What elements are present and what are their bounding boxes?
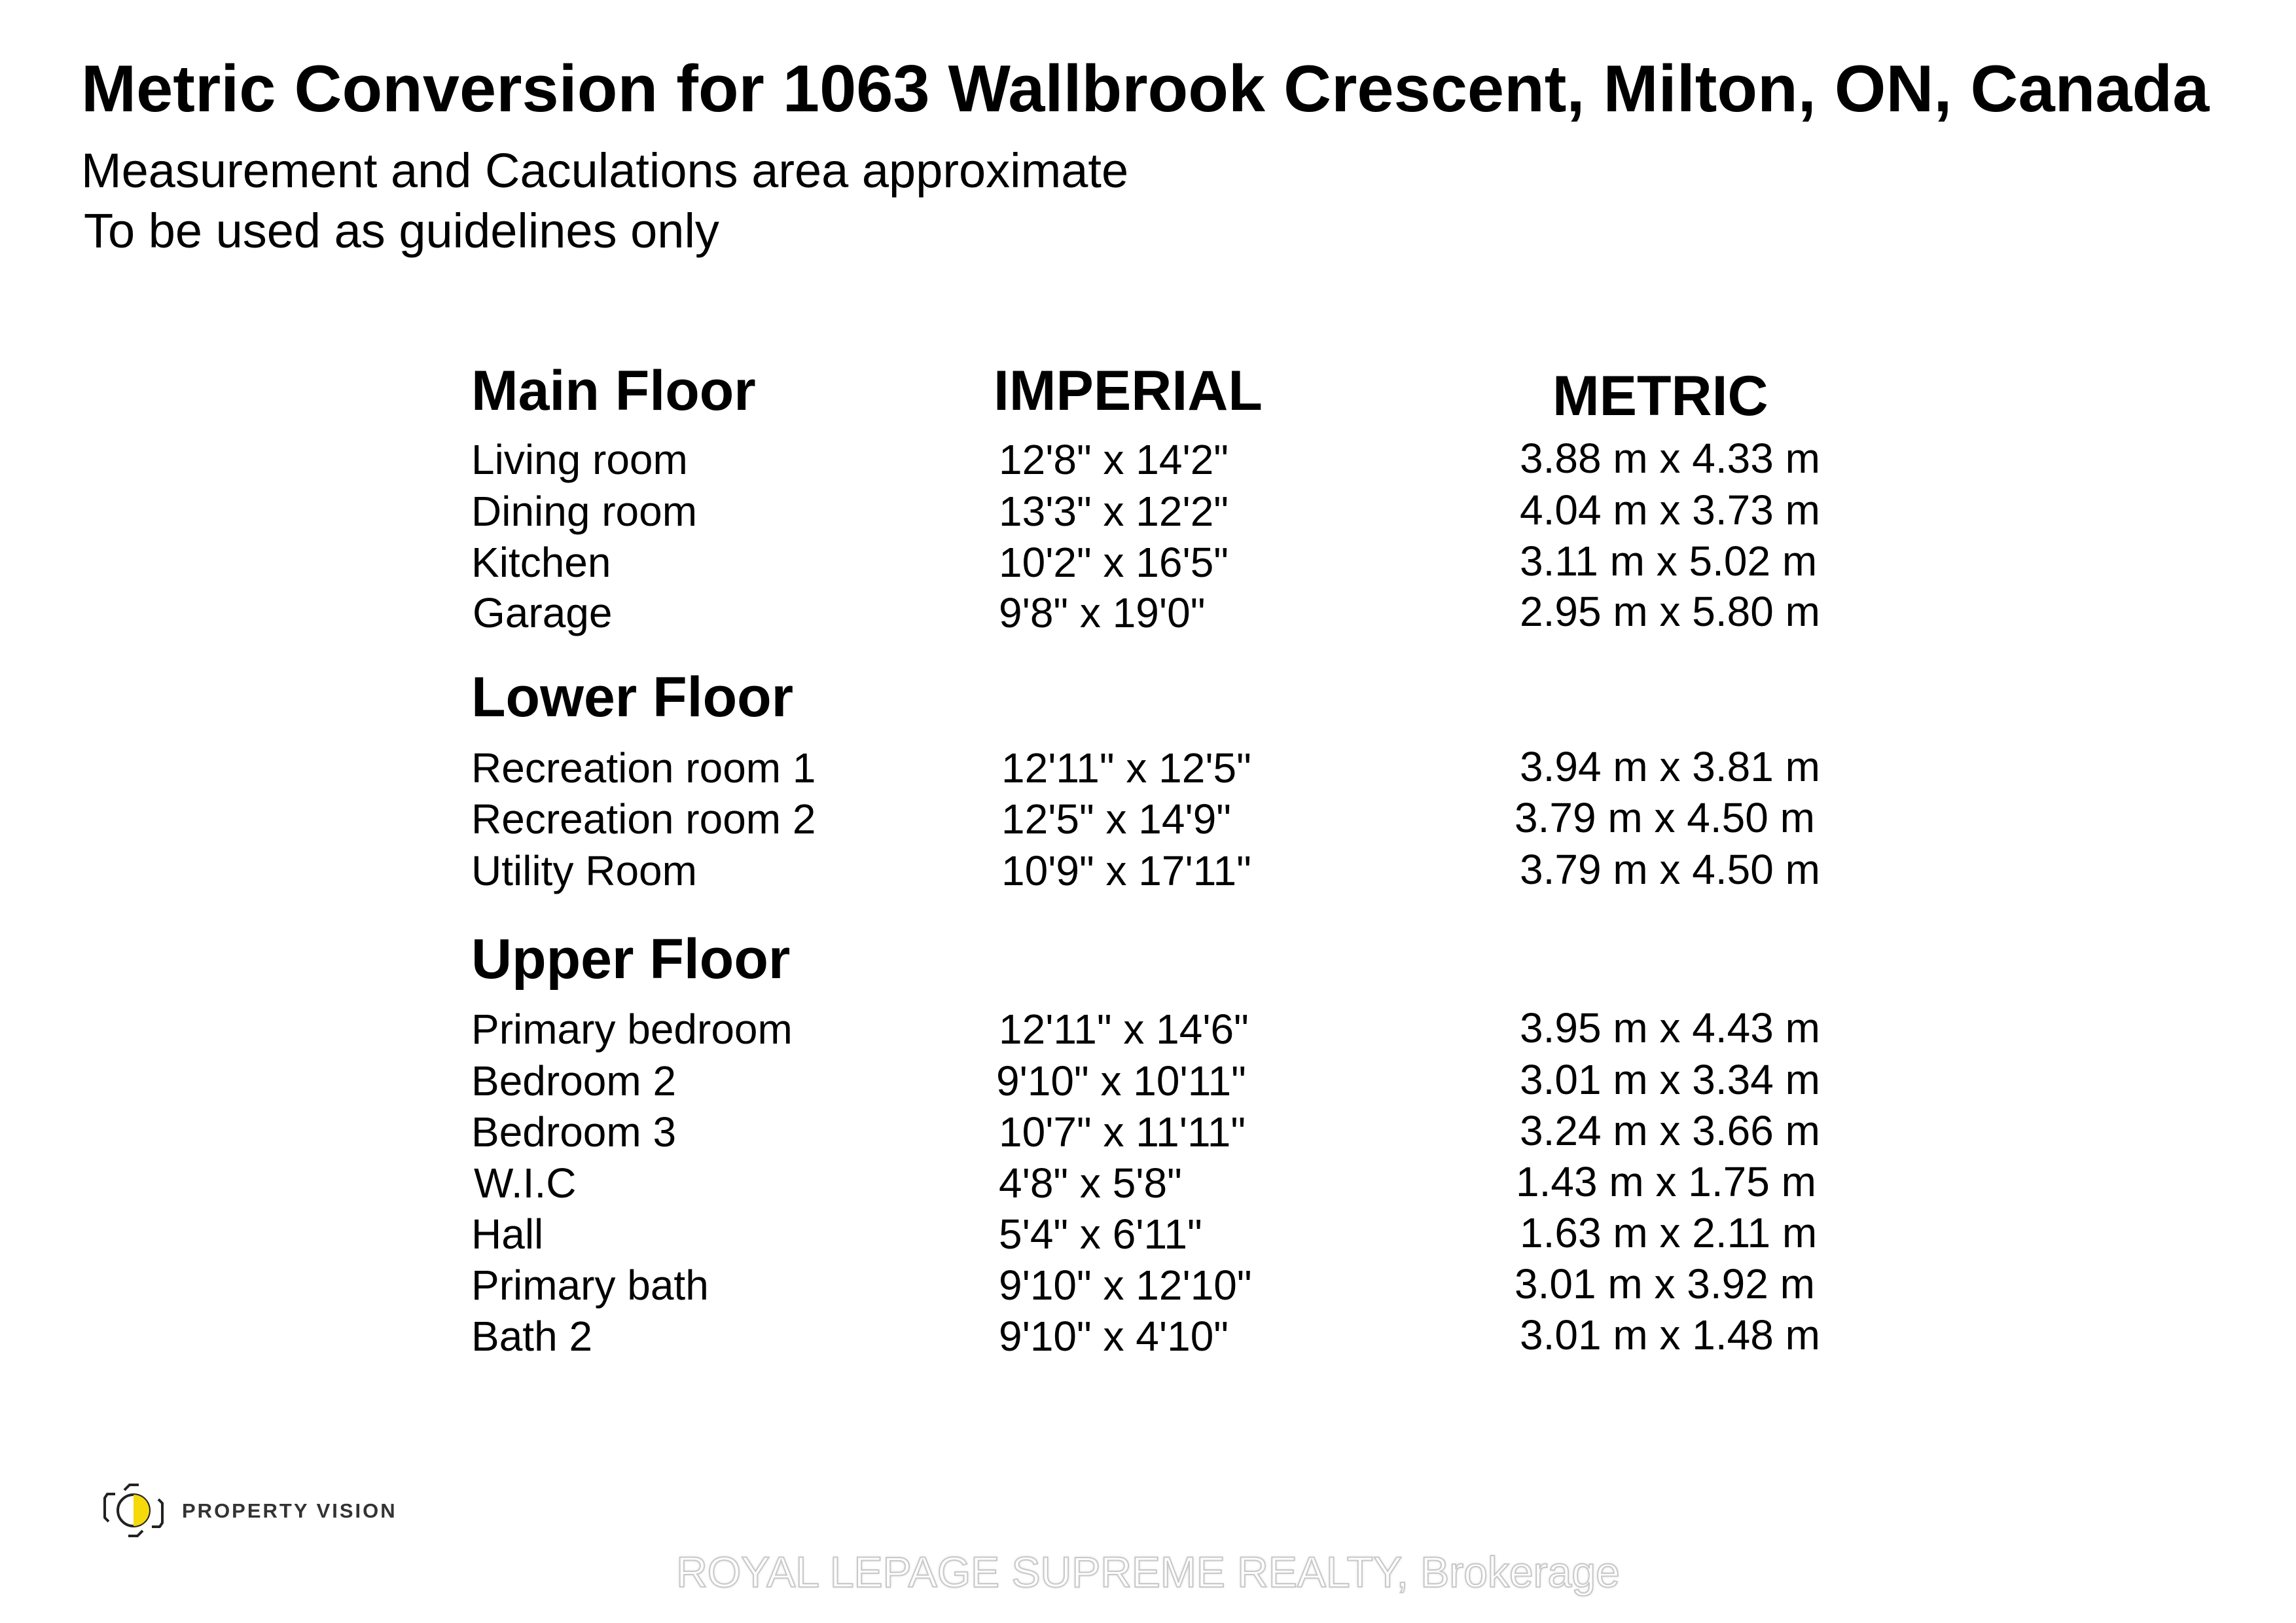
room-name: Utility Room xyxy=(471,847,697,894)
room-name: Primary bath xyxy=(471,1262,709,1309)
room-imperial: 12'11" x 12'5" xyxy=(1001,744,1251,792)
room-imperial: 13'3" x 12'2" xyxy=(999,488,1229,535)
room-name: Kitchen xyxy=(471,539,611,586)
room-metric: 3.01 m x 3.34 m xyxy=(1520,1056,1820,1103)
room-name: Bath 2 xyxy=(471,1313,593,1360)
room-name: Bedroom 3 xyxy=(471,1108,677,1156)
brokerage-watermark: ROYAL LEPAGE SUPREME REALTY, Brokerage xyxy=(676,1548,1620,1596)
room-imperial: 9'10" x 12'10" xyxy=(999,1262,1252,1309)
section-heading-lower-floor: Lower Floor xyxy=(471,666,794,729)
room-name: Garage xyxy=(473,589,613,636)
room-imperial: 9'10" x 4'10" xyxy=(999,1313,1229,1360)
room-metric: 4.04 m x 3.73 m xyxy=(1520,486,1820,534)
camera-aperture-icon xyxy=(101,1481,166,1540)
page-title: Metric Conversion for 1063 Wallbrook Crescent, Milton, ON, Canada xyxy=(81,52,2210,126)
room-imperial: 4'8" x 5'8" xyxy=(999,1159,1182,1207)
section-heading-upper-floor: Upper Floor xyxy=(471,928,791,991)
room-imperial: 9'10" x 10'11" xyxy=(996,1057,1246,1104)
room-imperial: 5'4" x 6'11" xyxy=(999,1211,1202,1258)
room-imperial: 12'5" x 14'9" xyxy=(1001,795,1231,843)
room-metric: 1.43 m x 1.75 m xyxy=(1516,1158,1816,1205)
room-name: Recreation room 2 xyxy=(471,795,816,843)
logo-text: PROPERTY VISION xyxy=(182,1499,397,1522)
room-name: Living room xyxy=(471,436,688,483)
room-name: Hall xyxy=(471,1211,544,1258)
room-metric: 3.79 m x 4.50 m xyxy=(1515,794,1815,841)
room-metric: 1.63 m x 2.11 m xyxy=(1520,1209,1818,1256)
room-metric: 3.01 m x 1.48 m xyxy=(1520,1311,1820,1359)
room-metric: 3.95 m x 4.43 m xyxy=(1520,1004,1820,1051)
section-heading-main-floor: Main Floor xyxy=(471,359,756,422)
room-imperial: 10'7" x 11'11" xyxy=(999,1108,1246,1156)
room-metric: 2.95 m x 5.80 m xyxy=(1520,588,1820,635)
room-metric: 3.01 m x 3.92 m xyxy=(1515,1260,1815,1307)
room-imperial: 10'9" x 17'11" xyxy=(1001,847,1251,894)
room-metric: 3.88 m x 4.33 m xyxy=(1520,435,1820,482)
room-name: Primary bedroom xyxy=(471,1006,793,1053)
room-name: W.I.C xyxy=(474,1159,577,1207)
room-name: Bedroom 2 xyxy=(471,1057,677,1104)
column-heading-imperial: IMPERIAL xyxy=(994,359,1263,422)
room-imperial: 10'2" x 16'5" xyxy=(999,539,1229,586)
room-name: Dining room xyxy=(471,488,698,535)
column-heading-metric: METRIC xyxy=(1552,365,1768,428)
subtitle-approximate: Measurement and Caculations area approximate xyxy=(81,143,1129,198)
room-metric: 3.24 m x 3.66 m xyxy=(1520,1107,1820,1154)
room-imperial: 9'8" x 19'0" xyxy=(999,589,1206,636)
room-metric: 3.79 m x 4.50 m xyxy=(1520,846,1820,893)
room-name: Recreation room 1 xyxy=(471,744,816,792)
room-metric: 3.11 m x 5.02 m xyxy=(1520,538,1818,585)
subtitle-guidelines: To be used as guidelines only xyxy=(84,204,719,258)
room-imperial: 12'11" x 14'6" xyxy=(999,1006,1249,1053)
room-imperial: 12'8" x 14'2" xyxy=(999,436,1229,483)
room-metric: 3.94 m x 3.81 m xyxy=(1520,743,1820,790)
